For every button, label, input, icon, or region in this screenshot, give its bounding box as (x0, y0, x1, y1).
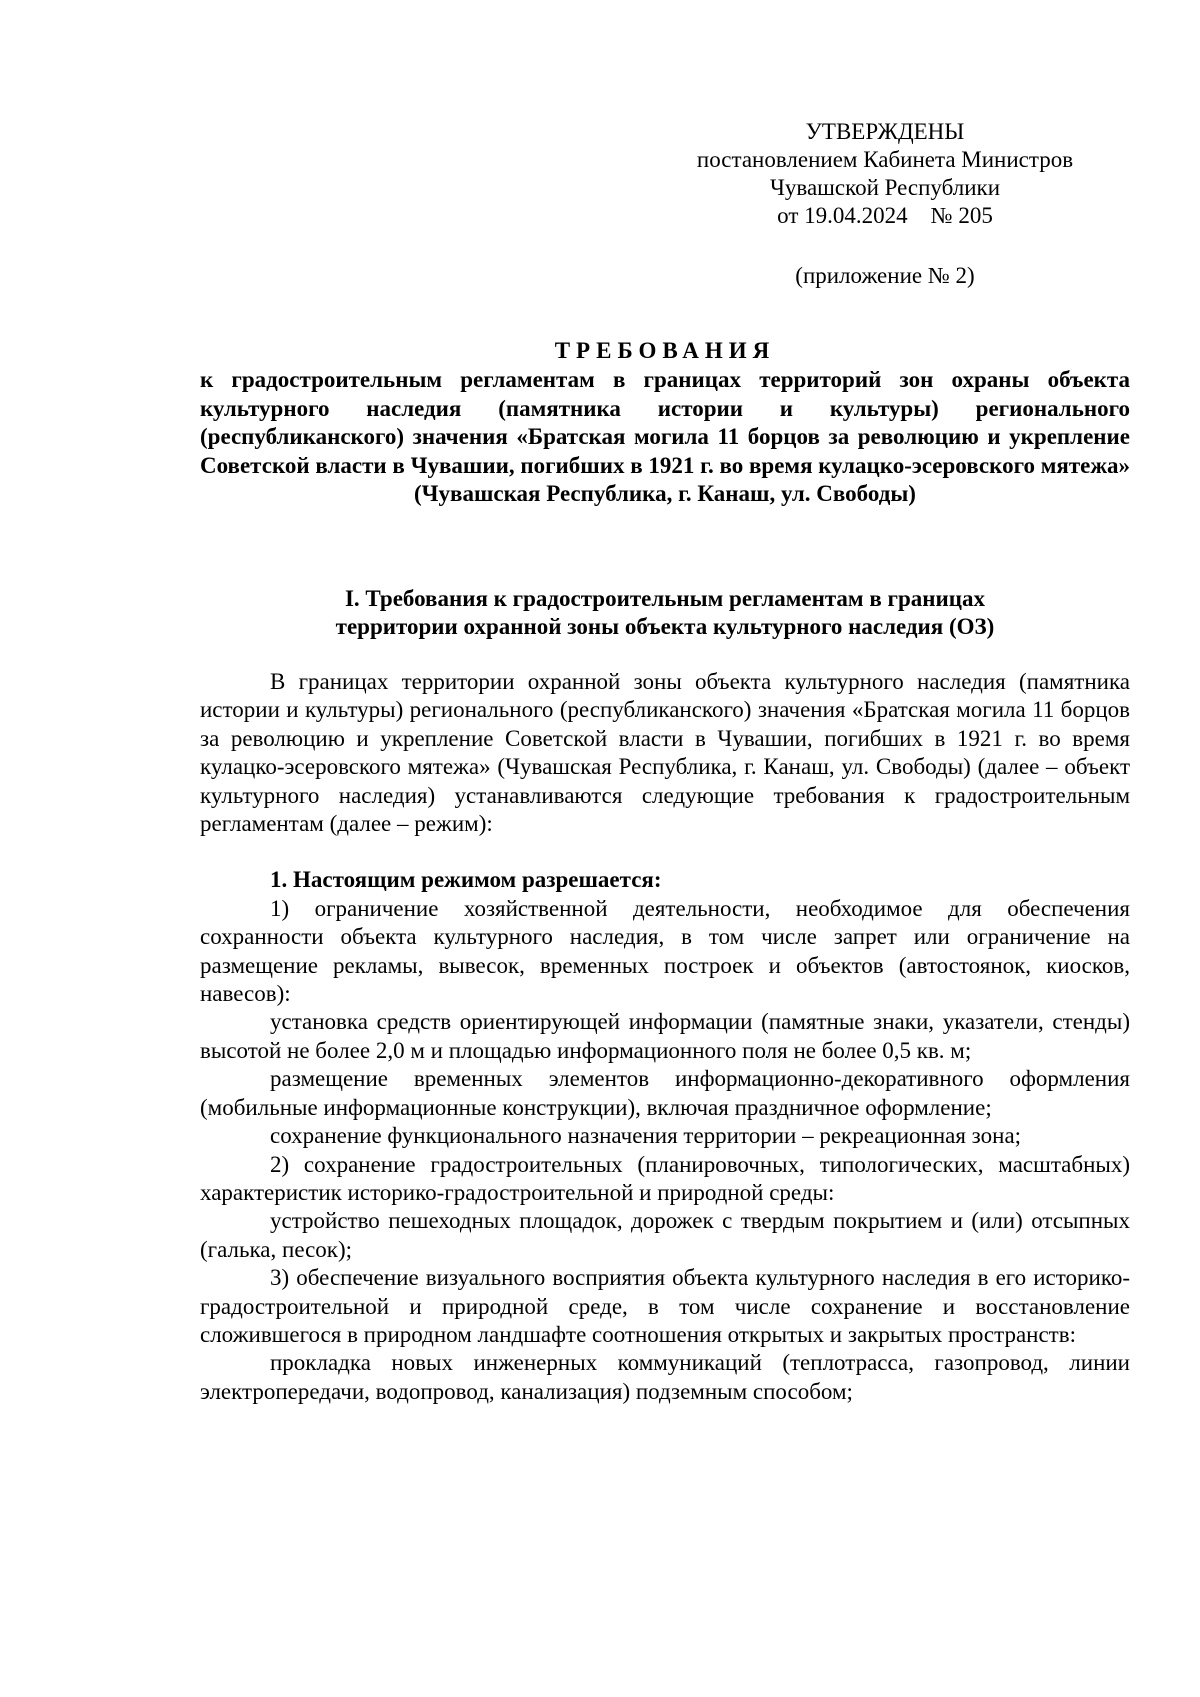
appendix-label: (приложение № 2) (795, 263, 975, 288)
document-subtitle: к градостроительным регламентам в границах территорий зон охраны объекта культурного наследия (памятника истории и культуры) регионального (республиканского) значения «Братская могила 11 борцов за революцию и укрепление Советской власти в Чувашии, погибших в 1921 г. во время кулацко-эсеровского мятежа» (Чувашская Республика, г. Канаш, ул. Свободы) (200, 367, 1131, 506)
paragraph: устройство пешеходных площадок, дорожек с твердым покрытием и (или) отсыпных (галька, песок); (200, 1208, 1130, 1262)
paragraph: сохранение функционального назначения территории – рекреационная зона; (270, 1123, 1022, 1149)
section-1-body (200, 668, 1130, 1406)
paragraph: прокладка новых инженерных коммуникаций (теплотрасса, газопровод, линии электропередачи, водопровод, канализация) подземным способом; (200, 1350, 1130, 1404)
approval-by-resolution: постановлением Кабинета Министров (696, 147, 1074, 172)
paragraph: установка средств ориентирующей информации (памятные знаки, указатели, стенды) высотой не более 2,0 м и площадью информационного поля не более 0,5 кв. м; (200, 1009, 1130, 1063)
paragraph: 3) обеспечение визуального восприятия объекта культурного наследия в его историко-градостроительной и природной среде, в том числе сохранение и восстановление сложившегося в природном ландшафте соотношения открытых и закрытых пространств: (200, 1265, 1130, 1347)
paragraph: размещение временных элементов информационно-декоративного оформления (мобильные информационные конструкции), включая праздничное оформление; (200, 1066, 1130, 1120)
section-1-intro: В границах территории охранной зоны объекта культурного наследия (памятника истории и культуры) регионального (республиканского) значения «Братская могила 11 борцов за революцию и укрепление Советской власти в Чувашии, погибших в 1921 г. во время кулацко-эсеровского мятежа» (Чувашская Республика, г. Канаш, ул. Свободы) (далее – объект культурного наследия) устанавливаются следующие требования к градостроительным регламентам (далее – режим): (200, 669, 1130, 837)
approval-stamp (640, 118, 1130, 230)
document-title: ТРЕБОВАНИЯ (554, 338, 776, 363)
approval-republic: Чувашской Республики (769, 175, 1001, 200)
paragraph: 1) ограничение хозяйственной деятельности, необходимое для обеспечения сохранности объекта культурного наследия, в том числе запрет или ограничение на размещение рекламы, вывесок, временных построек и объектов (автостоянок, киосков, навесов): (200, 895, 1130, 1007)
section-1-heading (200, 585, 1130, 641)
section-1-heading-line-1: I. Требования к градостроительным регламентам в границах (344, 586, 986, 611)
permitted-heading: 1. Настоящим режимом разрешается: (270, 867, 662, 893)
section-1-heading-line-2: территории охранной зоны объекта культурного наследия (ОЗ) (335, 614, 995, 639)
approval-date-number: от 19.04.2024 № 205 (777, 203, 993, 228)
approval-approved: УТВЕРЖДЕНЫ (805, 119, 965, 144)
paragraph: 2) сохранение градостроительных (планировочных, типологических, масштабных) характеристик историко-градостроительной и природной среды: (200, 1151, 1130, 1205)
